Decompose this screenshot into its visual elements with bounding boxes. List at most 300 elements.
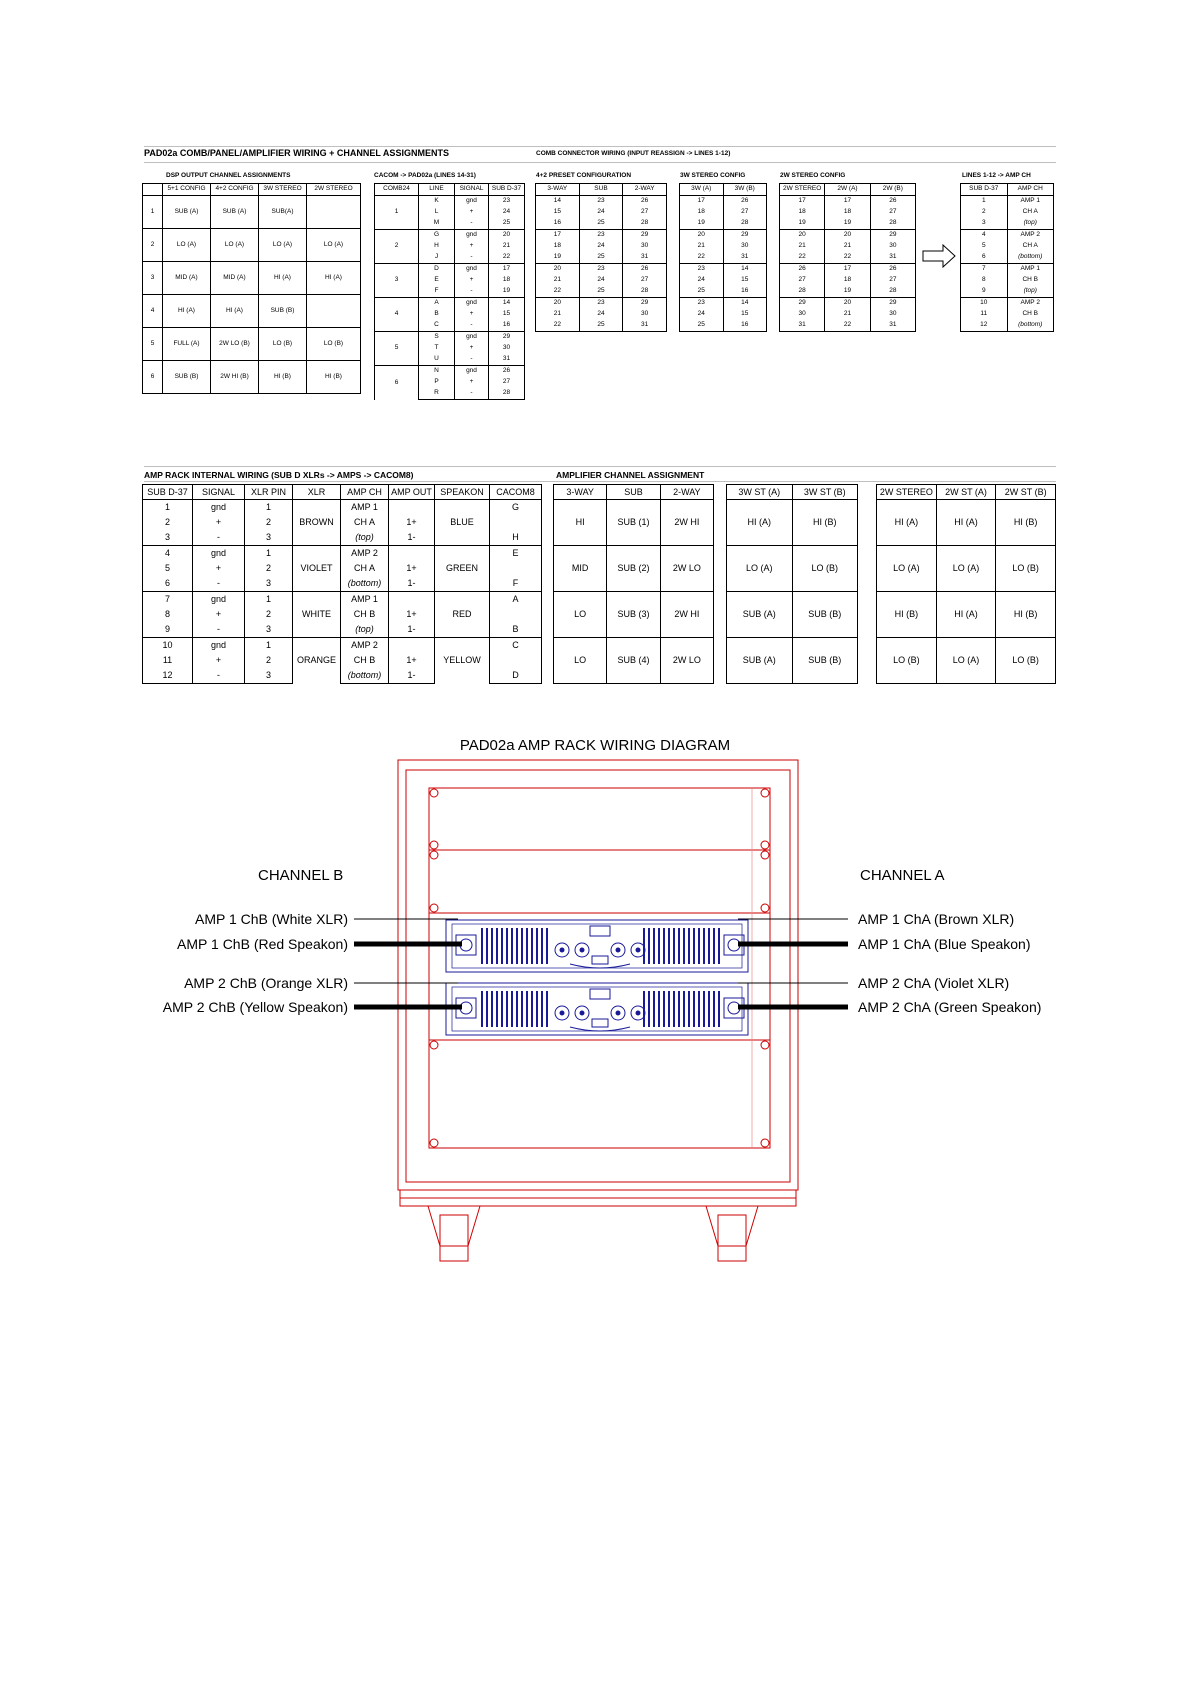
table-row — [680, 218, 767, 230]
table-cell: AMP 2 — [1007, 230, 1054, 242]
table-row — [961, 218, 1054, 230]
table-cell: 19 — [825, 218, 870, 230]
table-cell: 18 — [680, 207, 724, 218]
table-cell: 20 — [825, 230, 870, 242]
st3w-table — [679, 183, 767, 332]
table-cell: 25 — [680, 286, 724, 298]
column-header: SIGNAL — [193, 485, 245, 500]
table-cell: 17 — [825, 264, 870, 276]
column-header: 2W ST (A) — [936, 485, 996, 500]
cacom-table — [374, 183, 525, 400]
channel-b-label: CHANNEL B — [258, 867, 344, 884]
column-header: AMP CH — [1007, 184, 1054, 196]
table-cell: 18 — [536, 241, 580, 252]
table-cell: 20 — [489, 230, 525, 242]
table-cell: AMP 1 — [1007, 196, 1054, 208]
table-row — [780, 207, 916, 218]
table-row — [780, 309, 916, 320]
column-header: XLR — [293, 485, 341, 500]
table-row — [727, 500, 858, 546]
table-cell: 9 — [143, 622, 193, 638]
table-cell: 26 — [623, 264, 667, 276]
column-header: 2W STEREO — [780, 184, 825, 196]
table-cell: gnd — [455, 230, 489, 242]
table-cell: - — [455, 286, 489, 298]
table-cell: 29 — [623, 298, 667, 310]
table-cell: + — [193, 561, 245, 576]
preset-table — [535, 183, 667, 332]
table-cell: BROWN — [293, 500, 341, 546]
table-cell: SUB (2) — [607, 546, 660, 592]
table-cell: MID — [554, 546, 607, 592]
table-cell: SUB (B) — [259, 295, 307, 328]
table-row — [536, 218, 667, 230]
table-row — [780, 241, 916, 252]
table-cell: D — [419, 264, 455, 276]
table-cell: GREEN — [435, 546, 490, 592]
table-cell: 30 — [780, 309, 825, 320]
table-cell: 2 — [245, 653, 293, 668]
table-cell: 28 — [870, 218, 915, 230]
table-cell: B — [490, 622, 542, 638]
table-cell: 20 — [780, 230, 825, 242]
table-cell: 21 — [536, 275, 580, 286]
table-cell: P — [419, 377, 455, 388]
table-cell: E — [419, 275, 455, 286]
table-cell: 2W HI — [660, 500, 713, 546]
table-row — [536, 264, 667, 276]
header-row — [143, 184, 361, 196]
amp-assign-title: AMPLIFIER CHANNEL ASSIGNMENT — [556, 470, 705, 480]
table-cell: 30 — [489, 343, 525, 354]
table-cell: MID (A) — [211, 262, 259, 295]
table-cell: 1+ — [389, 561, 435, 576]
table-cell: 29 — [780, 298, 825, 310]
column-header: 3W ST (B) — [792, 485, 858, 500]
table-row — [680, 241, 767, 252]
table-cell: LO (B) — [996, 638, 1056, 684]
table-cell: 14 — [723, 298, 767, 310]
table-cell — [307, 295, 361, 328]
table-cell: 17 — [536, 230, 580, 242]
rack-wiring-diagram — [0, 700, 1190, 1300]
table-cell: 15 — [723, 309, 767, 320]
table-cell: 15 — [489, 309, 525, 320]
table-cell: 16 — [489, 320, 525, 332]
table-cell: + — [193, 607, 245, 622]
table-cell: H — [419, 241, 455, 252]
table-row — [680, 309, 767, 320]
table-cell: gnd — [455, 298, 489, 310]
column-header: AMP OUT — [389, 485, 435, 500]
table-cell: LO (B) — [307, 328, 361, 361]
table-cell: 23 — [579, 264, 623, 276]
table-row — [143, 500, 542, 516]
table-cell — [389, 500, 435, 516]
table-cell: HI (A) — [211, 295, 259, 328]
table-row — [143, 361, 361, 394]
xlr-connector — [636, 948, 641, 953]
column-header: AMP CH — [341, 485, 389, 500]
table-cell: SUB (A) — [727, 592, 793, 638]
table-cell: 20 — [680, 230, 724, 242]
table-row — [680, 286, 767, 298]
table-cell: 23 — [680, 298, 724, 310]
table-cell: 19 — [489, 286, 525, 298]
table-cell: 27 — [489, 377, 525, 388]
table-cell: CH A — [341, 515, 389, 530]
table-cell: 22 — [825, 320, 870, 332]
table-cell: 28 — [780, 286, 825, 298]
table-cell: SUB (A) — [727, 638, 793, 684]
table-row — [536, 241, 667, 252]
table-cell: HI (A) — [936, 500, 996, 546]
column-header: 2W (A) — [825, 184, 870, 196]
column-header: SUB D-37 — [489, 184, 525, 196]
table-cell: 11 — [143, 653, 193, 668]
table-cell: 25 — [489, 218, 525, 230]
table-cell: 17 — [489, 264, 525, 276]
table-cell: ORANGE — [293, 638, 341, 684]
table-cell: 27 — [780, 275, 825, 286]
table-cell: F — [490, 576, 542, 592]
table-cell: 17 — [680, 196, 724, 208]
table-cell: 27 — [623, 207, 667, 218]
table-cell: 1 — [143, 500, 193, 516]
table-cell: 7 — [961, 264, 1008, 276]
table-cell: gnd — [193, 592, 245, 608]
table-cell: 29 — [870, 298, 915, 310]
table-cell: 1- — [389, 576, 435, 592]
table-cell: B — [419, 309, 455, 320]
table-cell: 29 — [623, 230, 667, 242]
table-cell: 28 — [623, 286, 667, 298]
table-row — [680, 207, 767, 218]
table-cell: LO (A) — [936, 546, 996, 592]
arrow-right-icon — [922, 244, 956, 268]
table-cell: 5 — [143, 561, 193, 576]
header-row — [554, 485, 714, 500]
table-cell: HI (A) — [307, 262, 361, 295]
column-header: 3W ST (A) — [727, 485, 793, 500]
table-cell: 4 — [375, 298, 419, 332]
table-cell: MID (A) — [163, 262, 211, 295]
table-row — [780, 298, 916, 310]
table-cell: 1- — [389, 668, 435, 684]
table-cell: 3 — [245, 622, 293, 638]
table-row — [680, 196, 767, 208]
table-cell: 21 — [825, 309, 870, 320]
table-cell: 18 — [825, 275, 870, 286]
table-cell: HI (B) — [996, 500, 1056, 546]
table-cell: SUB (B) — [792, 592, 858, 638]
table-row — [536, 320, 667, 332]
amp-assign-table-3wst — [726, 484, 858, 684]
diagram-title: PAD02a AMP RACK WIRING DIAGRAM — [459, 737, 731, 754]
xlr-connector — [560, 948, 565, 953]
table-cell: 27 — [623, 275, 667, 286]
table-row — [143, 262, 361, 295]
column-header: SPEAKON — [435, 485, 490, 500]
table-cell: SUB (A) — [211, 196, 259, 229]
table-row — [554, 546, 714, 592]
table-cell: N — [419, 366, 455, 378]
table-row — [536, 298, 667, 310]
table-cell: 30 — [623, 309, 667, 320]
table-cell: 26 — [489, 366, 525, 378]
table-cell: 23 — [680, 264, 724, 276]
table-cell: 23 — [579, 298, 623, 310]
table-cell: C — [419, 320, 455, 332]
table-cell: - — [193, 622, 245, 638]
table-row — [536, 286, 667, 298]
table-cell: 22 — [536, 320, 580, 332]
table-cell: 1 — [245, 638, 293, 654]
table-cell: + — [193, 653, 245, 668]
table-cell: BLUE — [435, 500, 490, 546]
column-header: 3W STEREO — [259, 184, 307, 196]
table-cell: 1 — [245, 546, 293, 562]
table-row — [961, 196, 1054, 208]
table-cell: 24 — [579, 275, 623, 286]
table-cell: LO (A) — [877, 546, 937, 592]
table-cell: 2 — [143, 229, 163, 262]
column-header: 2W STEREO — [307, 184, 361, 196]
table-cell: 14 — [536, 196, 580, 208]
rack-wiring-title: AMP RACK INTERNAL WIRING (SUB D XLRs -> AMPS -> CACOM8) — [144, 470, 414, 480]
column-header: 3W (A) — [680, 184, 724, 196]
table-row — [143, 229, 361, 262]
table-cell: 24 — [579, 309, 623, 320]
table-row — [375, 332, 525, 344]
xlr-connector — [580, 1011, 585, 1016]
header-row — [680, 184, 767, 196]
table-cell: 21 — [536, 309, 580, 320]
header-row — [727, 485, 858, 500]
table-cell: SUB (B) — [792, 638, 858, 684]
table-cell: - — [455, 354, 489, 366]
table-cell: SUB (3) — [607, 592, 660, 638]
table-cell: + — [455, 275, 489, 286]
table-cell: 27 — [723, 207, 767, 218]
table-cell: LO (A) — [936, 638, 996, 684]
table-cell: 1 — [245, 500, 293, 516]
table-cell: 28 — [489, 388, 525, 400]
table-cell — [389, 592, 435, 608]
table-row — [536, 275, 667, 286]
table-cell: 1- — [389, 622, 435, 638]
table-row — [680, 230, 767, 242]
table-cell — [389, 638, 435, 654]
table-cell: gnd — [193, 638, 245, 654]
table-cell: 17 — [825, 196, 870, 208]
column-header: 3-WAY — [554, 485, 607, 500]
table-cell — [490, 561, 542, 576]
table-cell: - — [193, 530, 245, 546]
divider — [144, 466, 1056, 467]
table-row — [877, 500, 1056, 546]
right-callouts — [858, 911, 1041, 1015]
table-cell: 3 — [143, 530, 193, 546]
table-cell: 20 — [825, 298, 870, 310]
table-row — [961, 252, 1054, 264]
table-cell: 22 — [489, 252, 525, 264]
table-cell: G — [419, 230, 455, 242]
callout-amp2-chb-speakon: AMP 2 ChB (Yellow Speakon) — [162, 999, 348, 1015]
column-header: 5+1 CONFIG — [163, 184, 211, 196]
table-cell: AMP 2 — [341, 638, 389, 654]
table-cell: 2W LO — [660, 546, 713, 592]
table-cell: D — [490, 668, 542, 684]
column-header: SUB D-37 — [961, 184, 1008, 196]
table-row — [680, 320, 767, 332]
table-cell: (top) — [1007, 218, 1054, 230]
dsp-title: DSP OUTPUT CHANNEL ASSIGNMENTS — [166, 172, 291, 179]
table-cell: 24 — [680, 275, 724, 286]
table-cell: 1 — [143, 196, 163, 229]
table-cell: 21 — [780, 241, 825, 252]
table-cell: (bottom) — [341, 668, 389, 684]
table-cell: 4 — [961, 230, 1008, 242]
table-cell: SUB (1) — [607, 500, 660, 546]
table-cell: HI (B) — [792, 500, 858, 546]
table-cell: 21 — [680, 241, 724, 252]
table-cell: 6 — [143, 576, 193, 592]
table-cell: 2 — [143, 515, 193, 530]
lines-title: LINES 1-12 -> AMP CH — [962, 172, 1031, 179]
table-cell: LO — [554, 638, 607, 684]
xlr-connector — [560, 1011, 565, 1016]
st3w-title: 3W STEREO CONFIG — [680, 172, 746, 179]
st2w-title: 2W STEREO CONFIG — [780, 172, 846, 179]
column-header: 2W STEREO — [877, 485, 937, 500]
table-cell: R — [419, 388, 455, 400]
callout-amp1-chb-speakon: AMP 1 ChB (Red Speakon) — [177, 936, 348, 952]
table-cell: 16 — [536, 218, 580, 230]
table-cell: 11 — [961, 309, 1008, 320]
amplifier-2 — [446, 983, 748, 1035]
table-row — [536, 207, 667, 218]
table-cell: gnd — [455, 366, 489, 378]
table-row — [961, 298, 1054, 310]
table-cell: RED — [435, 592, 490, 638]
table-cell: 18 — [489, 275, 525, 286]
comb-wiring-title: COMB CONNECTOR WIRING (INPUT REASSIGN -> LINES 1-12) — [536, 150, 731, 157]
table-cell: 24 — [579, 241, 623, 252]
column-header: CACOM8 — [490, 485, 542, 500]
table-cell: 12 — [143, 668, 193, 684]
table-cell: 22 — [780, 252, 825, 264]
column-header: LINE — [419, 184, 455, 196]
xlr-connector — [636, 1011, 641, 1016]
table-cell: 25 — [579, 320, 623, 332]
callout-amp1-chb-xlr: AMP 1 ChB (White XLR) — [194, 911, 348, 927]
table-row — [961, 264, 1054, 276]
table-row — [375, 196, 525, 208]
rack-wiring-table — [142, 484, 542, 684]
table-cell: 3 — [961, 218, 1008, 230]
table-cell: 28 — [870, 286, 915, 298]
table-cell: A — [490, 592, 542, 608]
table-cell: 4 — [143, 295, 163, 328]
table-row — [680, 275, 767, 286]
header-row — [780, 184, 916, 196]
table-cell: CH A — [1007, 241, 1054, 252]
table-row — [961, 241, 1054, 252]
callout-amp1-cha-xlr: AMP 1 ChA (Brown XLR) — [858, 911, 1015, 927]
column-header: SIGNAL — [455, 184, 489, 196]
divider — [144, 146, 1056, 147]
header-row — [877, 485, 1056, 500]
table-cell: AMP 1 — [1007, 264, 1054, 276]
table-cell: 26 — [780, 264, 825, 276]
column-header: 2W ST (B) — [996, 485, 1056, 500]
table-cell: H — [490, 530, 542, 546]
table-cell: 14 — [723, 264, 767, 276]
table-cell: 21 — [825, 241, 870, 252]
xlr-connector — [616, 948, 621, 953]
table-cell: 6 — [961, 252, 1008, 264]
table-cell: L — [419, 207, 455, 218]
table-cell: + — [455, 343, 489, 354]
table-cell: 31 — [723, 252, 767, 264]
table-cell: 3 — [143, 262, 163, 295]
table-cell: M — [419, 218, 455, 230]
table-cell: 5 — [143, 328, 163, 361]
channel-a-label: CHANNEL A — [860, 867, 945, 884]
table-row — [375, 264, 525, 276]
table-row — [961, 286, 1054, 298]
table-row — [375, 230, 525, 242]
table-cell: 20 — [536, 264, 580, 276]
table-cell — [490, 653, 542, 668]
table-cell: 2 — [375, 230, 419, 264]
table-cell: 17 — [780, 196, 825, 208]
table-cell: 28 — [723, 218, 767, 230]
table-row — [680, 264, 767, 276]
table-cell: LO (A) — [259, 229, 307, 262]
table-cell: 2 — [245, 561, 293, 576]
table-cell: 27 — [870, 207, 915, 218]
xlr-connector — [616, 1011, 621, 1016]
divider — [144, 481, 1056, 482]
table-cell: 2W LO (B) — [211, 328, 259, 361]
table-cell: - — [455, 252, 489, 264]
column-header — [143, 184, 163, 196]
table-cell: AMP 2 — [341, 546, 389, 562]
header-row — [961, 184, 1054, 196]
column-header: 3W (B) — [723, 184, 767, 196]
header-row — [143, 485, 542, 500]
table-cell: 26 — [623, 196, 667, 208]
table-cell: A — [419, 298, 455, 310]
table-cell: + — [193, 515, 245, 530]
table-cell: VIOLET — [293, 546, 341, 592]
table-cell: HI — [554, 500, 607, 546]
table-cell: 19 — [680, 218, 724, 230]
table-cell: CH A — [341, 561, 389, 576]
callout-amp2-chb-xlr: AMP 2 ChB (Orange XLR) — [184, 975, 348, 991]
table-cell: HI (B) — [259, 361, 307, 394]
table-cell: 2 — [245, 607, 293, 622]
table-cell — [389, 546, 435, 562]
divider — [144, 162, 1056, 163]
table-row — [143, 196, 361, 229]
table-row — [877, 638, 1056, 684]
table-cell: LO (A) — [163, 229, 211, 262]
table-cell: (top) — [341, 530, 389, 546]
table-cell: gnd — [455, 196, 489, 208]
